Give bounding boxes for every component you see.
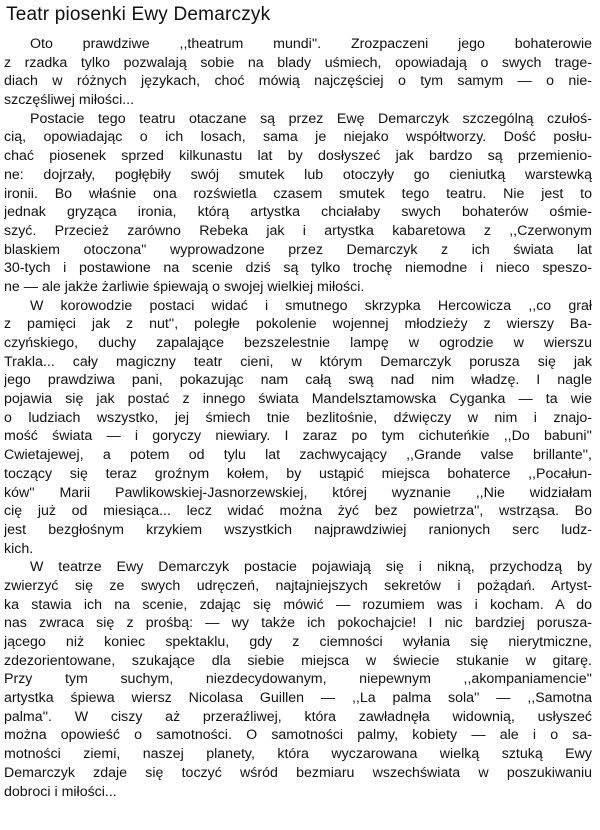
paragraph-line: W teatrze Ewy Demarczyk postacie pojawiają się i nikną, przychodzą by <box>30 559 592 576</box>
paragraph-line: cią, opowiadając o ich losach, sama je niejako współtworzy. Dość posłu- <box>4 129 592 146</box>
paragraph-line: toczący się teraz groźnym kołem, by ustąpić miejsca bohaterce ,,Pocałun- <box>4 465 592 482</box>
paragraph-line: ków'' Marii Pawlikowskiej-Jasnorzewskiej, której wyznanie ,,Nie widziałam <box>4 484 592 501</box>
paragraph-line: z rzadka tylko pozwalają sobie na blady uśmiech, opowiadają o swych trage- <box>4 54 592 71</box>
paragraph-line: jego prawdziwa pani, pokazując nam całą swą nad nim władzę. I nagle <box>4 372 592 389</box>
article-paragraph <box>4 297 592 559</box>
paragraph-line: Trakla... cały magiczny teatr cieni, w którym Demarczyk porusza się jak <box>4 353 592 370</box>
paragraph-line: diach w różnych językach, choć mówią najczęściej o tym samym — o nie- <box>4 73 592 90</box>
paragraph-line: jednak gryząca ironia, którą artystka chciałaby swych bohaterów ośmie- <box>4 204 592 221</box>
paragraph-line: artystka śpiewa wiersz Nicolasa Guillen — ,,La palma sola'' — ,,Samotna <box>4 690 592 707</box>
article-body <box>4 35 592 801</box>
paragraph-line: jest bezgłośnym krzykiem wszystkich najprawdziwiej ranionych serc ludz- <box>4 521 592 538</box>
paragraph-line: Cwietajewej, a potem od tylu lat zachwycający ,,Grande valse brillante'', <box>4 447 592 464</box>
paragraph-line: dobroci i miłości... <box>4 783 117 800</box>
article-title: Teatr piosenki Ewy Demarczyk <box>6 4 271 25</box>
paragraph-line: kich. <box>4 540 34 557</box>
paragraph-line: cię już od miesiąca... lecz widać można żyć bez powietrza'', wstrząsa. Bo <box>4 503 592 520</box>
paragraph-line: pojawia się jak postać z innego świata Mandelsztamowska Cyganka — ta wie <box>4 391 592 408</box>
article-paragraph <box>4 35 592 110</box>
paragraph-line: nas zwraca się z prośbą: — wy także ich pokochajcie! I nic bardziej porusza- <box>4 615 592 632</box>
paragraph-line: można opowieść o samotności. O samotności palmy, kobiety — ale i o sa- <box>4 727 592 744</box>
paragraph-line: ka stawia ich na scenie, zdając się mówić — rozumiem was i kocham. A do <box>4 596 592 613</box>
paragraph-line: zwierzyć się ze swych udręczeń, najtajniejszych sekretów i pożądań. Artyst- <box>4 577 592 594</box>
paragraph-line: ne: dojrzały, pogłębiły swój smutek lub otoczyły go cieniutką warstewką <box>4 166 592 183</box>
paragraph-line: Demarczyk zdaje się toczyć wśród bezmiaru wszechświata w poszukiwaniu <box>4 764 592 781</box>
paragraph-line: ne — ale jakże żarliwie śpiewają o swojej wielkiej miłości. <box>4 278 365 295</box>
paragraph-line: Postacie tego teatru otaczane są przez Ewę Demarczyk szczególną czułoś- <box>30 110 592 127</box>
paragraph-line: mość świata — i goryczy niewiary. I zaraz po tym cichuteńkie ,,Do babuni'' <box>4 428 592 445</box>
article-paragraph <box>4 110 592 297</box>
paragraph-line: Oto prawdziwe ,,theatrum mundi''. Zrozpaczeni jego bohaterowie <box>30 36 592 52</box>
paragraph-line: szyć. Przecież zarówno Rebeka jak i artystka kabaretowa z ,,Czerwonym <box>4 222 592 239</box>
paragraph-line: jącego niż koniec spektaklu, gdy z ciemności wyłania się nierytmiczne, <box>4 634 592 650</box>
paragraph-line: blaskiem otoczona'' wyprowadzone przez Demarczyk z ich świata lat <box>4 241 592 258</box>
article-paragraph <box>4 558 592 801</box>
paragraph-line: palma''. W ciszy aż przeraźliwej, która zawładnęła widownią, usłyszeć <box>4 708 592 725</box>
paragraph-line: o ludziach wszystko, jej śmiech tnie bezlitośnie, dźwięczy w nim i znajo- <box>4 409 592 426</box>
paragraph-line: W korowodzie postaci widać i smutnego skrzypka Hercowicza ,,co grał <box>30 297 592 314</box>
paragraph-line: Przy tym suchym, niezdecydowanym, niepewnym ,,akompaniamencie'' <box>4 671 592 688</box>
paragraph-line: zdezorientowane, szukające dla siebie miejsca w świecie stukanie w gitarę. <box>4 652 592 669</box>
paragraph-line: z pamięci jak z nut'', poległe pokolenie wojennej młodzieży z wierszy Ba- <box>4 316 592 333</box>
paragraph-line: szczęśliwej miłości... <box>4 92 135 109</box>
paragraph-line: ironii. Bo właśnie ona rozświetla czasem smutek tego teatru. Nie jest to <box>4 185 592 202</box>
paragraph-line: motności ziemi, naszej planety, która wyczarowana wielką sztuką Ewy <box>4 746 592 763</box>
paragraph-line: chać piosenek sprzed kilkunastu lat by dosłyszeć jak bardzo są przemienio- <box>4 148 592 165</box>
paragraph-line: czyńskiego, duchy zapalające bezszelestnie lampę w ogrodzie w wierszu <box>4 335 592 351</box>
article-page <box>4 4 592 801</box>
paragraph-line: 30-tych i postawione na scenie dziś są tylko trochę niemodne i nieco speszo- <box>4 260 592 277</box>
